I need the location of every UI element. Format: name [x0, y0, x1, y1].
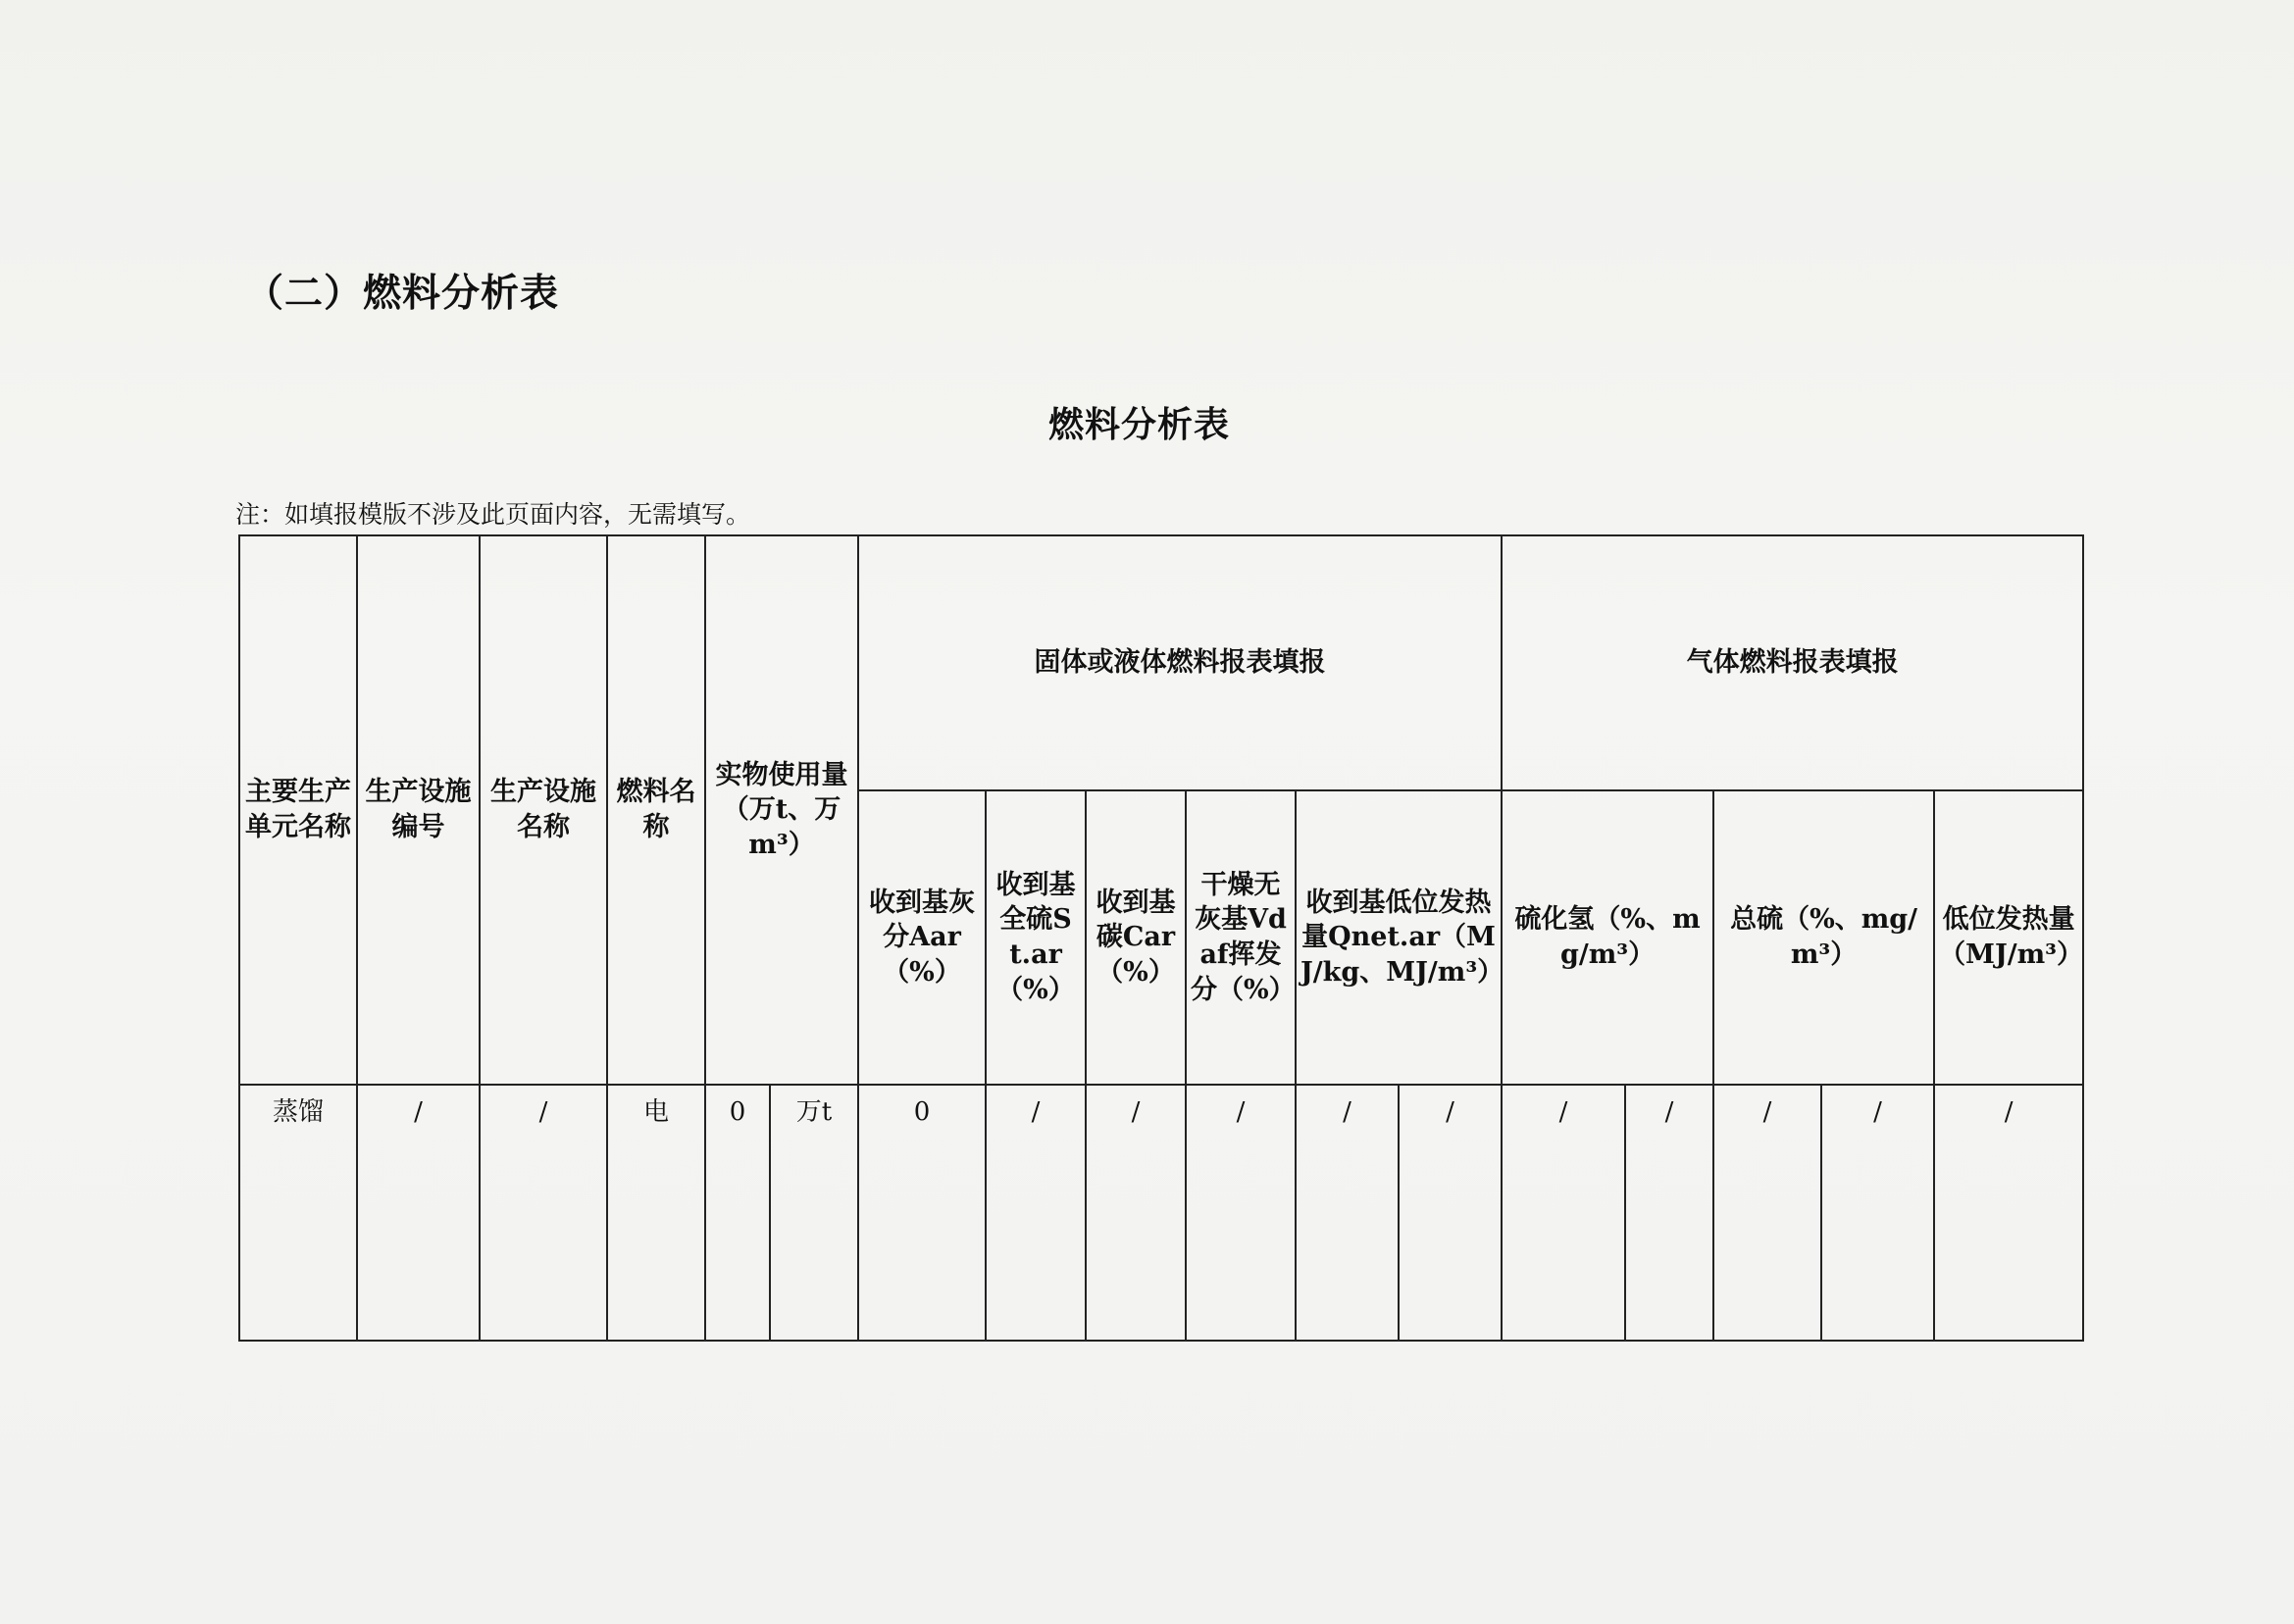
cell-volatile: /	[1186, 1085, 1296, 1341]
cell-usage-value: 0	[705, 1085, 770, 1341]
header-volatile: 干燥无灰基Vdaf挥发分（%）	[1186, 790, 1296, 1085]
header-facility-name: 生产设施名称	[480, 535, 607, 1085]
cell-sulfur: /	[986, 1085, 1086, 1341]
header-total-sulfur: 总硫（%、mg/m³）	[1713, 790, 1934, 1085]
table-title-text: 燃料分析表	[1047, 404, 1230, 445]
table-title	[0, 397, 2294, 447]
header-ash: 收到基灰分Aar（%）	[858, 790, 986, 1085]
header-sulfur: 收到基全硫St.ar（%）	[986, 790, 1086, 1085]
cell-heat-value-a: /	[1296, 1085, 1399, 1341]
header-gas-group: 气体燃料报表填报	[1502, 535, 2083, 790]
cell-total-sulfur-b: /	[1821, 1085, 1934, 1341]
header-usage: 实物使用量（万t、万m³）	[705, 535, 858, 1085]
header-facility-code: 生产设施编号	[357, 535, 480, 1085]
table-row	[239, 1085, 2083, 1341]
fuel-analysis-table	[238, 534, 2084, 1342]
cell-h2s-a: /	[1502, 1085, 1625, 1341]
cell-ash: 0	[858, 1085, 986, 1341]
cell-carbon: /	[1086, 1085, 1186, 1341]
header-heat-value: 收到基低位发热量Qnet.ar（MJ/kg、MJ/m³）	[1296, 790, 1502, 1085]
cell-total-sulfur-a: /	[1713, 1085, 1821, 1341]
cell-fuel-name: 电	[607, 1085, 705, 1341]
cell-facility-code: /	[357, 1085, 480, 1341]
cell-facility-name: /	[480, 1085, 607, 1341]
cell-heat-value-b: /	[1399, 1085, 1502, 1341]
header-carbon: 收到基碳Car（%）	[1086, 790, 1186, 1085]
header-row-group	[239, 535, 2083, 790]
cell-usage-unit: 万t	[770, 1085, 858, 1341]
header-h2s: 硫化氢（%、mg/m³）	[1502, 790, 1713, 1085]
header-gas-heat-value: 低位发热量（MJ/m³）	[1934, 790, 2083, 1085]
cell-main-unit: 蒸馏	[239, 1085, 357, 1341]
note-text: 注：如填报模版不涉及此页面内容，无需填写。	[235, 500, 751, 529]
header-main-unit: 主要生产单元名称	[239, 535, 357, 1085]
cell-h2s-b: /	[1625, 1085, 1713, 1341]
cell-gas-heat-value: /	[1934, 1085, 2083, 1341]
header-solid-liquid-group: 固体或液体燃料报表填报	[858, 535, 1502, 790]
header-fuel-name: 燃料名称	[607, 535, 705, 1085]
section-heading: （二）燃料分析表	[245, 271, 560, 316]
